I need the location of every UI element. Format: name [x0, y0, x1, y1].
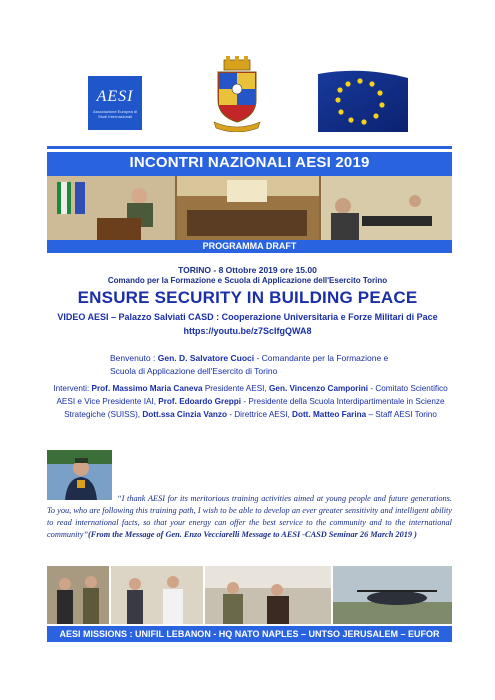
aesi-logo	[88, 76, 142, 130]
speaker-role: - Direttrice AESI,	[226, 409, 293, 419]
event-venue: Comando per la Formazione e Scuola di Applicazione dell'Esercito Torino	[107, 276, 388, 285]
conference-photo-strip	[47, 176, 452, 240]
speaker-name: Dott.ssa Cinzia Vanzo	[142, 409, 227, 419]
video-title: VIDEO AESI – Palazzo Salviati CASD : Cooperazione Universitaria e Forze Militari di Pace	[57, 312, 438, 322]
missions-photo-strip	[47, 566, 452, 624]
eu-flag-image	[318, 70, 408, 132]
quote-block	[47, 493, 452, 541]
welcome-paragraph	[110, 352, 410, 378]
speaker-name: Prof. Edoardo Greppi	[158, 396, 242, 406]
mission-photo-1	[47, 566, 109, 624]
speaker-role: - Comitato Scientifico AESI e Vice Presidente IAI,	[56, 384, 448, 406]
welcome-speaker-name: Gen. D. Salvatore Cuoci	[157, 353, 255, 363]
welcome-lead: Benvenuto :	[110, 353, 158, 363]
event-headline: ENSURE SECURITY IN BUILDING PEACE	[77, 288, 418, 307]
speaker-name: Dott. Matteo Farina	[292, 409, 367, 419]
title-band-top-line	[47, 146, 452, 149]
speakers-lead: Interventi:	[53, 384, 92, 393]
welcome-speaker-role: - Comandante per la Formazione e Scuola di Applicazione dell'Esercito di Torino	[110, 353, 389, 376]
event-date: TORINO - 8 Ottobre 2019 ore 15.00	[178, 265, 317, 275]
aesi-logo-subtext: Associazione Europea di Studi Internazionali	[92, 109, 138, 119]
speaker-role: - Presidente della Scuola Interdipartimentale in Scienze Strategiche (SUISS),	[64, 396, 445, 419]
speaker-role: – Staff AESI Torino	[366, 409, 437, 419]
speaker-name: Gen. Vincenzo Camporini	[269, 384, 369, 393]
page-title: INCONTRI NAZIONALI AESI 2019	[129, 154, 370, 171]
missions-label: AESI MISSIONS : UNIFIL LEBANON - HQ NATO NAPLES – UNTSO JERUSALEM – EUFOR SARAJEVO	[59, 629, 440, 653]
speakers-paragraph	[48, 383, 453, 421]
aesi-logo-text: AESI	[96, 88, 134, 105]
video-link[interactable]: https://youtu.be/z7ScIfgQWA8	[183, 326, 312, 336]
speaker-role: Presidente AESI,	[202, 384, 270, 393]
mission-photo-2	[111, 566, 203, 624]
speaker-name: Prof. Massimo Maria Caneva	[91, 384, 203, 393]
army-crest-emblem	[210, 56, 264, 132]
programma-label: PROGRAMMA DRAFT	[202, 241, 297, 251]
quote-source: (From the Message of Gen. Enzo Vecciarelli Message to AESI -CASD Seminar 26 March 2019 )	[88, 530, 417, 539]
quote-text: “I thank AESI for its meritorious training activities aimed at young people and future generations. To you, who are following this training path, I wish to be able to develop an ever greater sensitivity and intelligent ability to read international facts, so that your energy can offer the best service to the community and to the international community”	[47, 494, 452, 539]
